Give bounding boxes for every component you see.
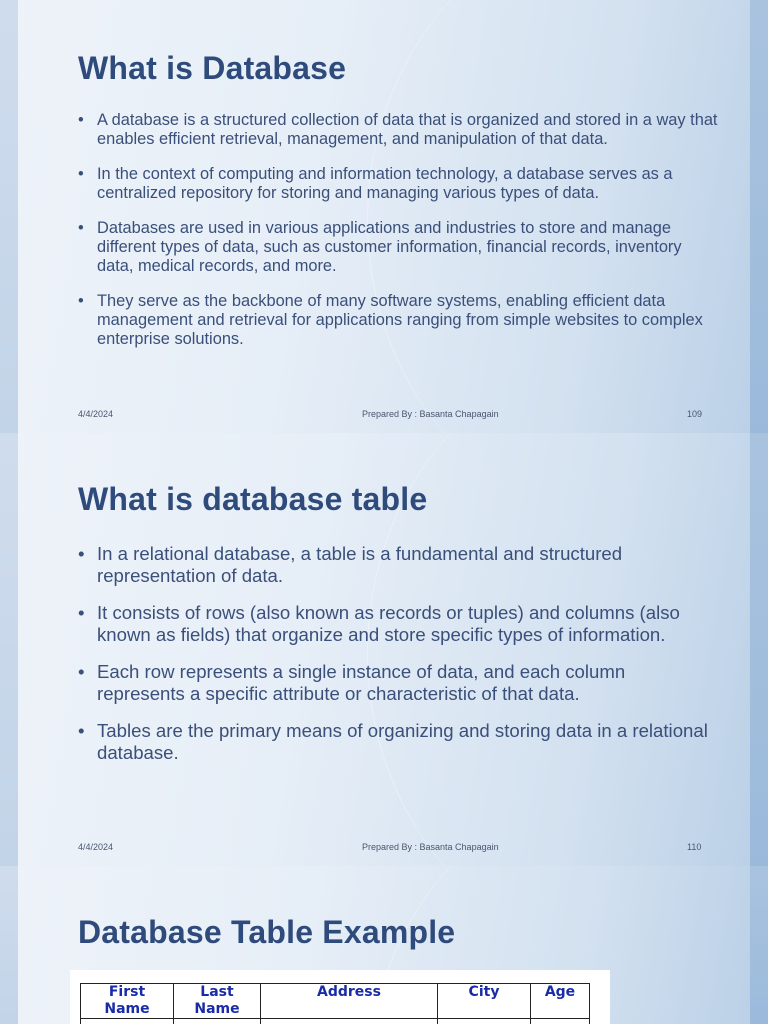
footer-page-number: 110 (687, 842, 702, 852)
column-header-last-name: Last Name (174, 984, 261, 1019)
column-header-address: Address (261, 984, 438, 1019)
table-cell (81, 1019, 174, 1024)
bullet-list (78, 111, 718, 365)
slide-title: Database Table Example (78, 914, 456, 950)
footer-date: 4/4/2024 (78, 409, 114, 419)
bullet-item: • It consists of rows (also known as records or tuples) and columns (also known as fields) that organize and store specific types of information. (78, 602, 718, 646)
slide-footer (0, 842, 768, 856)
table-row (81, 1019, 590, 1024)
bullet-item: • In a relational database, a table is a fundamental and structured representation of data. (78, 543, 718, 587)
slide-110 (0, 433, 768, 866)
table-cell (438, 1019, 531, 1024)
slide-title: What is database table (78, 481, 428, 517)
slide-footer (0, 409, 768, 423)
footer-page-number: 109 (687, 409, 703, 419)
bullet-item: • A database is a structured collection of data that is organized and stored in a way that enables efficient retrieval, management, and manipulation of that data. (78, 111, 718, 149)
footer-author: Prepared By : Basanta Chapagain (362, 842, 499, 852)
bullet-item: • Tables are the primary means of organizing and storing data in a relational database. (78, 720, 718, 764)
bullet-list (78, 543, 718, 779)
slide-109 (0, 0, 768, 433)
bullet-item: • Databases are used in various applications and industries to store and manage different types of data, such as customer information, financial records, inventory data, medical records, and more. (78, 219, 718, 276)
table-image (70, 970, 610, 1024)
table-cell (531, 1019, 590, 1024)
table-cell (174, 1019, 261, 1024)
table-header-row (81, 984, 590, 1019)
footer-date: 4/4/2024 (78, 842, 114, 852)
bullet-item: • Each row represents a single instance of data, and each column represents a specific attribute or characteristic of that data. (78, 661, 718, 705)
column-header-age: Age (531, 984, 590, 1019)
example-table (80, 983, 590, 1024)
table-cell (261, 1019, 438, 1024)
bullet-item: • They serve as the backbone of many software systems, enabling efficient data management and retrieval for applications ranging from simple websites to complex enterprise solutions. (78, 292, 718, 349)
slide-title: What is Database (78, 50, 347, 86)
slide-table-example (0, 866, 768, 1024)
column-header-first-name: First Name (81, 984, 174, 1019)
bullet-item: • In the context of computing and information technology, a database serves as a centralized repository for storing and managing various types of data. (78, 165, 718, 203)
column-header-city: City (438, 984, 531, 1019)
footer-author: Prepared By : Basanta Chapagain (362, 409, 499, 419)
